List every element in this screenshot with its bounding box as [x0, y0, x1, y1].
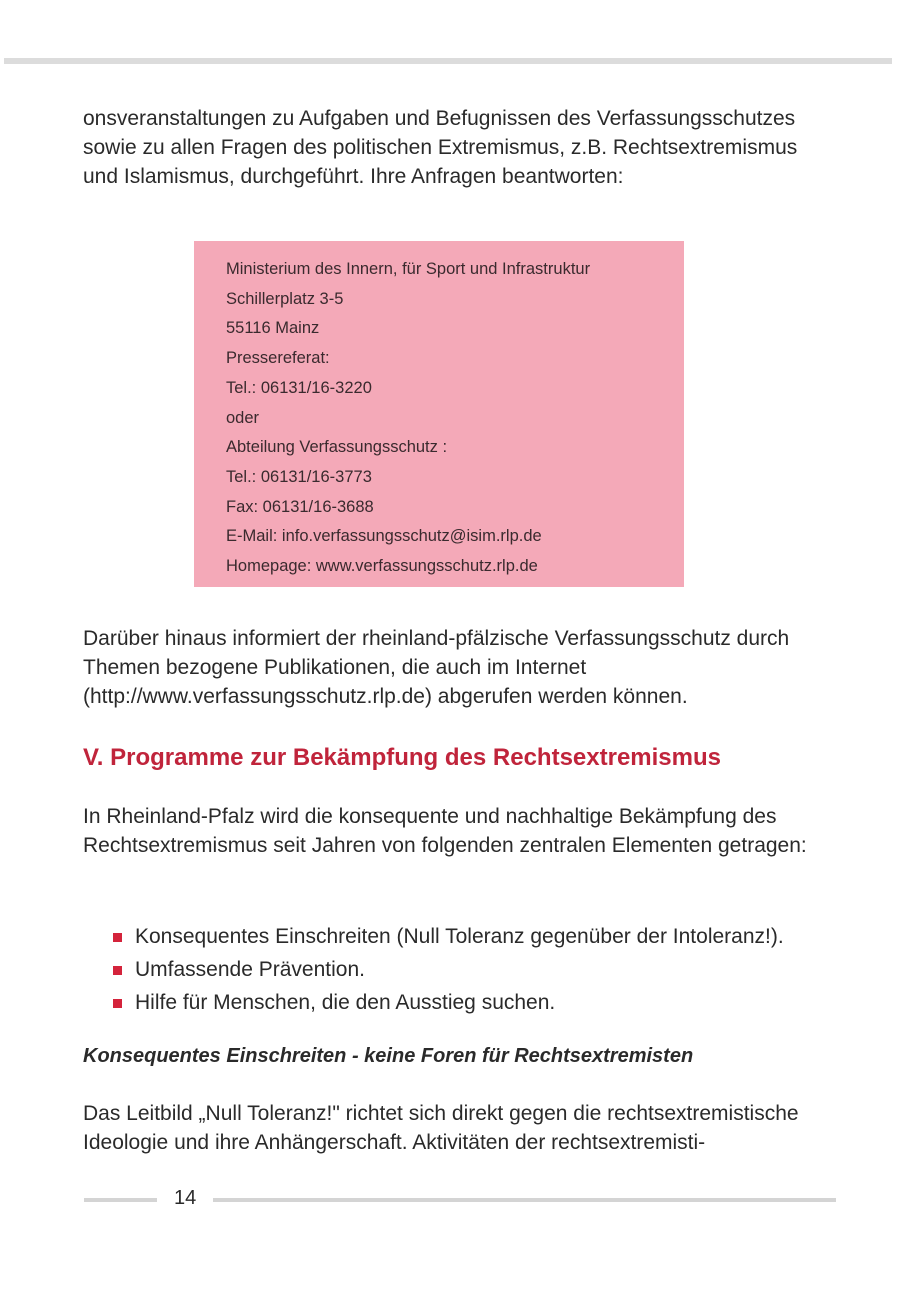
- contact-homepage[interactable]: Homepage: www.verfassungsschutz.rlp.de: [226, 557, 538, 576]
- contact-city: 55116 Mainz: [226, 319, 320, 338]
- list-item: [113, 986, 784, 1019]
- contact-ministry: Ministerium des Innern, für Sport und Infrastruktur: [226, 260, 591, 278]
- list-item-text: Hilfe für Menschen, die den Ausstieg suchen.: [135, 991, 556, 1014]
- publications-paragraph: Darüber hinaus informiert der rheinland-pfälzische Verfassungsschutz durch Themen bezogene Publikationen, die auch im Internet (http://www.verfassungsschutz.rlp.de) abgerufen werden können.: [83, 627, 790, 708]
- contact-street: Schillerplatz 3-5: [226, 289, 344, 308]
- list-item-text: Konsequentes Einschreiten (Null Toleranz gegenüber der Intoleranz!).: [135, 925, 784, 948]
- footer-divider-left: [84, 1198, 157, 1202]
- subsection-heading: Konsequentes Einschreiten - keine Foren für Rechtsextremisten: [83, 1045, 694, 1067]
- square-bullet-icon: [113, 966, 122, 975]
- section-heading: V. Programme zur Bekämpfung des Rechtsextremismus: [83, 744, 722, 771]
- contact-fax: Fax: 06131/16-3688: [226, 497, 374, 516]
- list-item: [113, 920, 784, 953]
- list-item-text: Umfassende Prävention.: [135, 958, 365, 981]
- page-number: 14: [174, 1187, 197, 1209]
- top-divider: [4, 58, 892, 64]
- contact-or: oder: [226, 408, 260, 427]
- contact-box: [194, 241, 684, 587]
- measures-list: [113, 920, 784, 1019]
- contact-department-label: Abteilung Verfassungsschutz :: [226, 438, 448, 457]
- footer-divider-right: [213, 1198, 836, 1202]
- square-bullet-icon: [113, 933, 122, 942]
- contact-email[interactable]: E-Mail: info.verfassungsschutz@isim.rlp.de: [226, 527, 542, 546]
- intro-paragraph: onsveranstaltungen zu Aufgaben und Befugnissen des Verfassungsschutzes sowie zu allen Fragen des politischen Extremismus, z.B. Rechtsextremismus und Islamismus, durchgeführt. Ihre Anfragen beantworten:: [83, 107, 798, 188]
- contact-department-phone: Tel.: 06131/16-3773: [226, 467, 372, 486]
- contact-press-phone: Tel.: 06131/16-3220: [226, 378, 372, 397]
- list-item: [113, 953, 784, 986]
- measures-paragraph: In Rheinland-Pfalz wird die konsequente und nachhaltige Bekämpfung des Rechtsextremismus seit Jahren von folgenden zentralen Elementen getragen:: [83, 805, 807, 857]
- contact-press-label: Pressereferat:: [226, 349, 330, 368]
- leitbild-paragraph: Das Leitbild „Null Toleranz!" richtet sich direkt gegen die rechtsextremistische Ideologie und ihre Anhängerschaft. Aktivitäten der rechtsextremisti-: [83, 1102, 799, 1154]
- square-bullet-icon: [113, 999, 122, 1008]
